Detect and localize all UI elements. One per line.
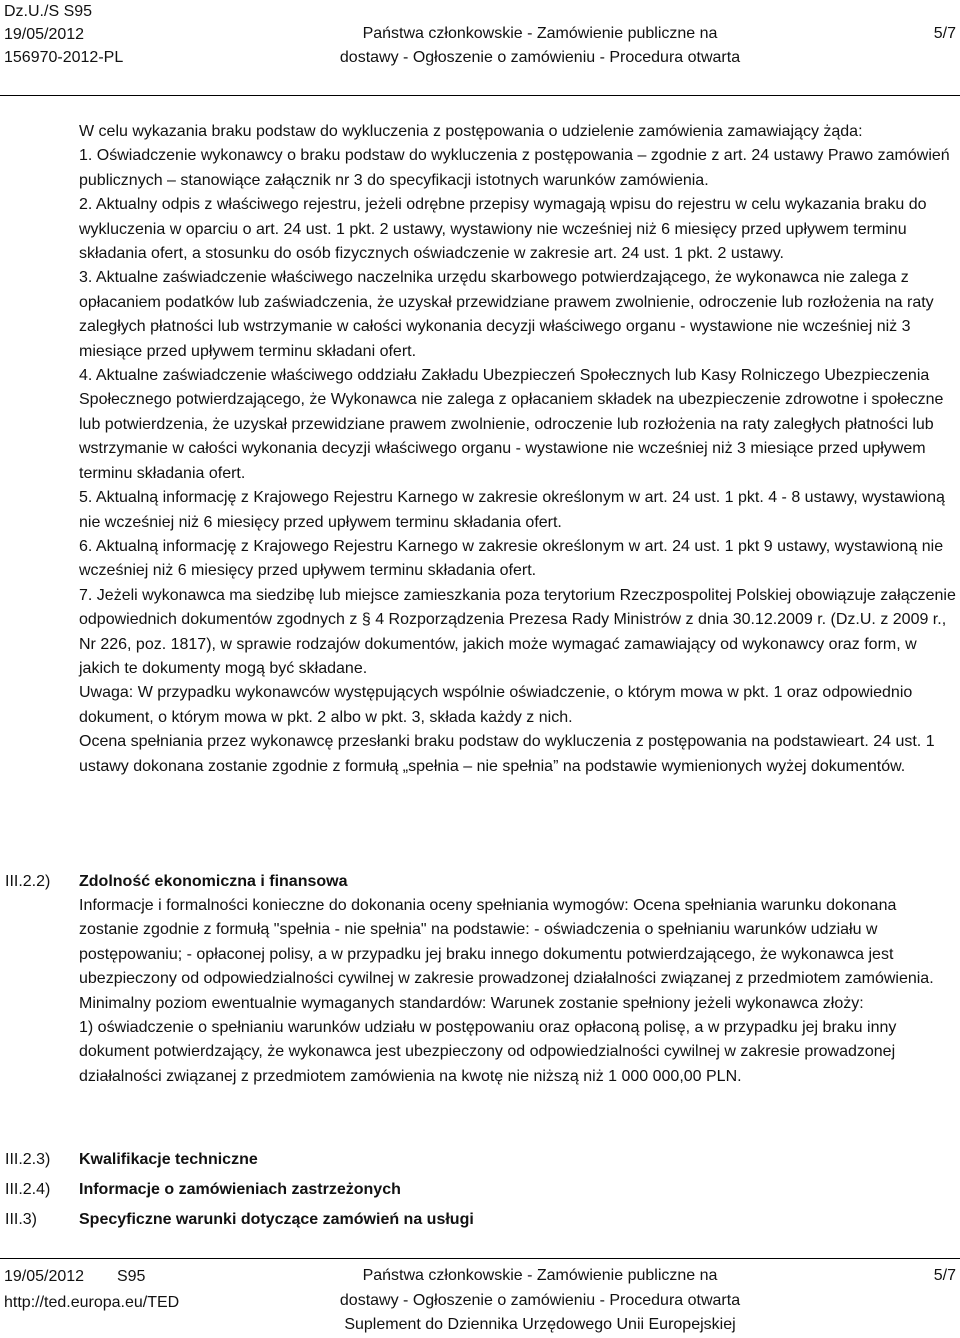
section-body: [79, 894, 959, 1089]
section-title: Informacje o zamówieniach zastrzeżonych: [79, 1181, 401, 1198]
section-title: Zdolność ekonomiczna i finansowa: [79, 873, 348, 890]
journal-reference: Dz.U./S S95: [4, 3, 93, 20]
footer-divider: [0, 1258, 960, 1259]
paragraph: 4. Aktualne zaświadczenie właściwego oddziału Zakładu Ubezpieczeń Społecznych lub Kasy Rolniczego Ubezpieczenia Społecznego potwierdzającego, że Wykonawca nie zalega z opłacaniem składek na ubezpieczenie zdrowotne i społeczne lub potwierdzenia, że uzyskał przewidziane prawem zwolnienie, odroczenie lub rozłożenia na raty zaległych płatności lub wstrzymanie w całości wykonania decyzji właściwego organu - wystawione nie wcześniej niż 3 miesiące przed upływem terminu składania ofert.: [79, 367, 944, 482]
footer-series: S95: [116, 1268, 146, 1285]
paragraph: Uwaga: W przypadku wykonawców występujących wspólnie oświadczenie, o którym mowa w pkt. 1 oraz odpowiednio dokument, o którym mowa w pkt. 2 albo w pkt. 3, składa każdy z nich.: [79, 684, 913, 726]
footer-title-line3: Suplement do Dziennika Urzędowego Unii Europejskiej: [344, 1316, 736, 1333]
paragraph: Ocena spełniania przez wykonawcę przesłanki braku podstaw do wykluczenia z postępowania na podstawieart. 24 ust. 1 ustawy dokonana zostanie zgodnie z formułą „spełnia – nie spełnia” na podstawie wymienionych wyżej dokumentów.: [79, 733, 935, 775]
paragraph: W celu wykazania braku podstaw do wykluczenia z postępowania o udzielenie zamówienia zamawiający żąda:: [79, 123, 863, 140]
paragraph: 1) oświadczenie o spełnianiu warunków udziału w postępowaniu oraz opłaconą polisę, a w przypadku jej braku inny dokument potwierdzający, że wykonawca jest ubezpieczony od odpowiedzialności cywilnej w zakresie prowadzonej działalności związanej z przedmiotem zamówienia na kwotę nie niższą niż 1 000 000,00 PLN.: [79, 1019, 897, 1085]
footer-title: [300, 1264, 780, 1338]
section-title: Specyficzne warunki dotyczące zamówień na usługi: [79, 1211, 474, 1228]
section-title: Kwalifikacje techniczne: [79, 1151, 258, 1168]
footer-meta: [4, 1264, 179, 1316]
footer-title-line2: dostawy - Ogłoszenie o zamówieniu - Procedura otwarta: [339, 1291, 741, 1309]
paragraph: Informacje i formalności konieczne do dokonania oceny spełniania wymogów: Ocena spełniania warunku dokonana zostanie zgodnie z formułą "spełnia - nie spełnia" na podstawie: - oświadczenia o spełnianiu warunków udziału w postępowaniu; - opłaconej polisy, a w przypadku jej braku innego dokumentu potwierdzającego, że wykonawca jest ubezpieczony od odpowiedzialności cywilnej w zakresie prowadzonej działalności związanej z przedmiotem zamówienia.: [79, 897, 934, 988]
section-number: III.2.4): [5, 1181, 51, 1198]
footer-page-number: 5/7: [933, 1267, 956, 1284]
paragraph: 6. Aktualną informację z Krajowego Rejestru Karnego w zakresie określonym w art. 24 ust. 1 pkt 9 ustawy, wystawioną nie wcześniej niż 6 miesięcy przed upływem terminu składania ofert.: [79, 537, 944, 580]
footer-url[interactable]: http://ted.europa.eu/TED: [4, 1294, 180, 1311]
section-number: III.3): [5, 1211, 38, 1228]
document-id: 156970-2012-PL: [4, 49, 124, 66]
header-title-line1: Państwa członkowskie - Zamówienie publiczne na: [362, 25, 718, 42]
header-page-number: 5/7: [933, 25, 956, 42]
section-number: III.2.3): [5, 1151, 51, 1168]
paragraph: 5. Aktualną informację z Krajowego Rejestru Karnego w zakresie określonym w art. 24 ust. 1 pkt. 4 - 8 ustawy, wystawioną nie wcześniej niż 6 miesięcy przed upływem terminu składania ofert.: [79, 489, 945, 531]
paragraph: 2. Aktualny odpis z właściwego rejestru, jeżeli odrębne przepisy wymagają wpisu do rejestru w celu wykazania braku do wykluczenia w oparciu o art. 24 ust. 1 pkt. 2 ustawy, wystawiony nie wcześniej niż 6 miesięcy przed upływem terminu składania ofert, a stosunku do osób fizycznych oświadczenie w zakresie art. 24 ust. 1 pkt. 2 ustawy.: [79, 196, 927, 263]
exclusion-requirements: [79, 120, 959, 779]
footer-date: 19/05/2012: [4, 1268, 85, 1285]
header-divider: [0, 95, 960, 96]
footer-title-line1: Państwa członkowskie - Zamówienie publiczne na: [362, 1267, 718, 1284]
paragraph: 7. Jeżeli wykonawca ma siedzibę lub miejsce zamieszkania poza terytorium Rzeczpospolitej Polskiej obowiązuje załączenie odpowiednich dokumentów zgodnych z § 4 Rozporządzenia Prezesa Rady Ministrów z dnia 30.12.2009 r. (Dz.U. z 2009 r., Nr 226, poz. 1817), w sprawie rodzajów dokumentów, jakich może wymagać zamawiający od wykonawcy oraz form, w jakich te dokumenty mogą być składane.: [79, 586, 956, 677]
section-number: III.2.2): [5, 873, 51, 890]
header-meta: [4, 0, 123, 69]
header-title: [300, 22, 780, 70]
paragraph: 1. Oświadczenie wykonawcy o braku podstaw do wykluczenia z postępowania – zgodnie z art. 24 ustawy Prawo zamówień publicznych – stanowiące załącznik nr 3 do specyfikacji istotnych warunków zamówienia.: [79, 147, 950, 189]
publication-date: 19/05/2012: [4, 26, 85, 43]
paragraph: 3. Aktualne zaświadczenie właściwego naczelnika urzędu skarbowego potwierdzającego, że wykonawca nie zalega z opłacaniem podatków lub zaświadczenia, że uzyskał przewidziane prawem zwolnienie, odroczenie lub rozłożenia na raty zaległych płatności lub wstrzymanie w całości wykonania decyzji właściwego organu - wystawione nie wcześniej niż 3 miesiące przed upływem terminu składani ofert.: [79, 269, 934, 360]
paragraph: Minimalny poziom ewentualnie wymaganych standardów: Warunek zostanie spełniony jeżeli wykonawca złoży:: [79, 994, 864, 1012]
header-title-line2: dostawy - Ogłoszenie o zamówieniu - Procedura otwarta: [339, 49, 741, 66]
